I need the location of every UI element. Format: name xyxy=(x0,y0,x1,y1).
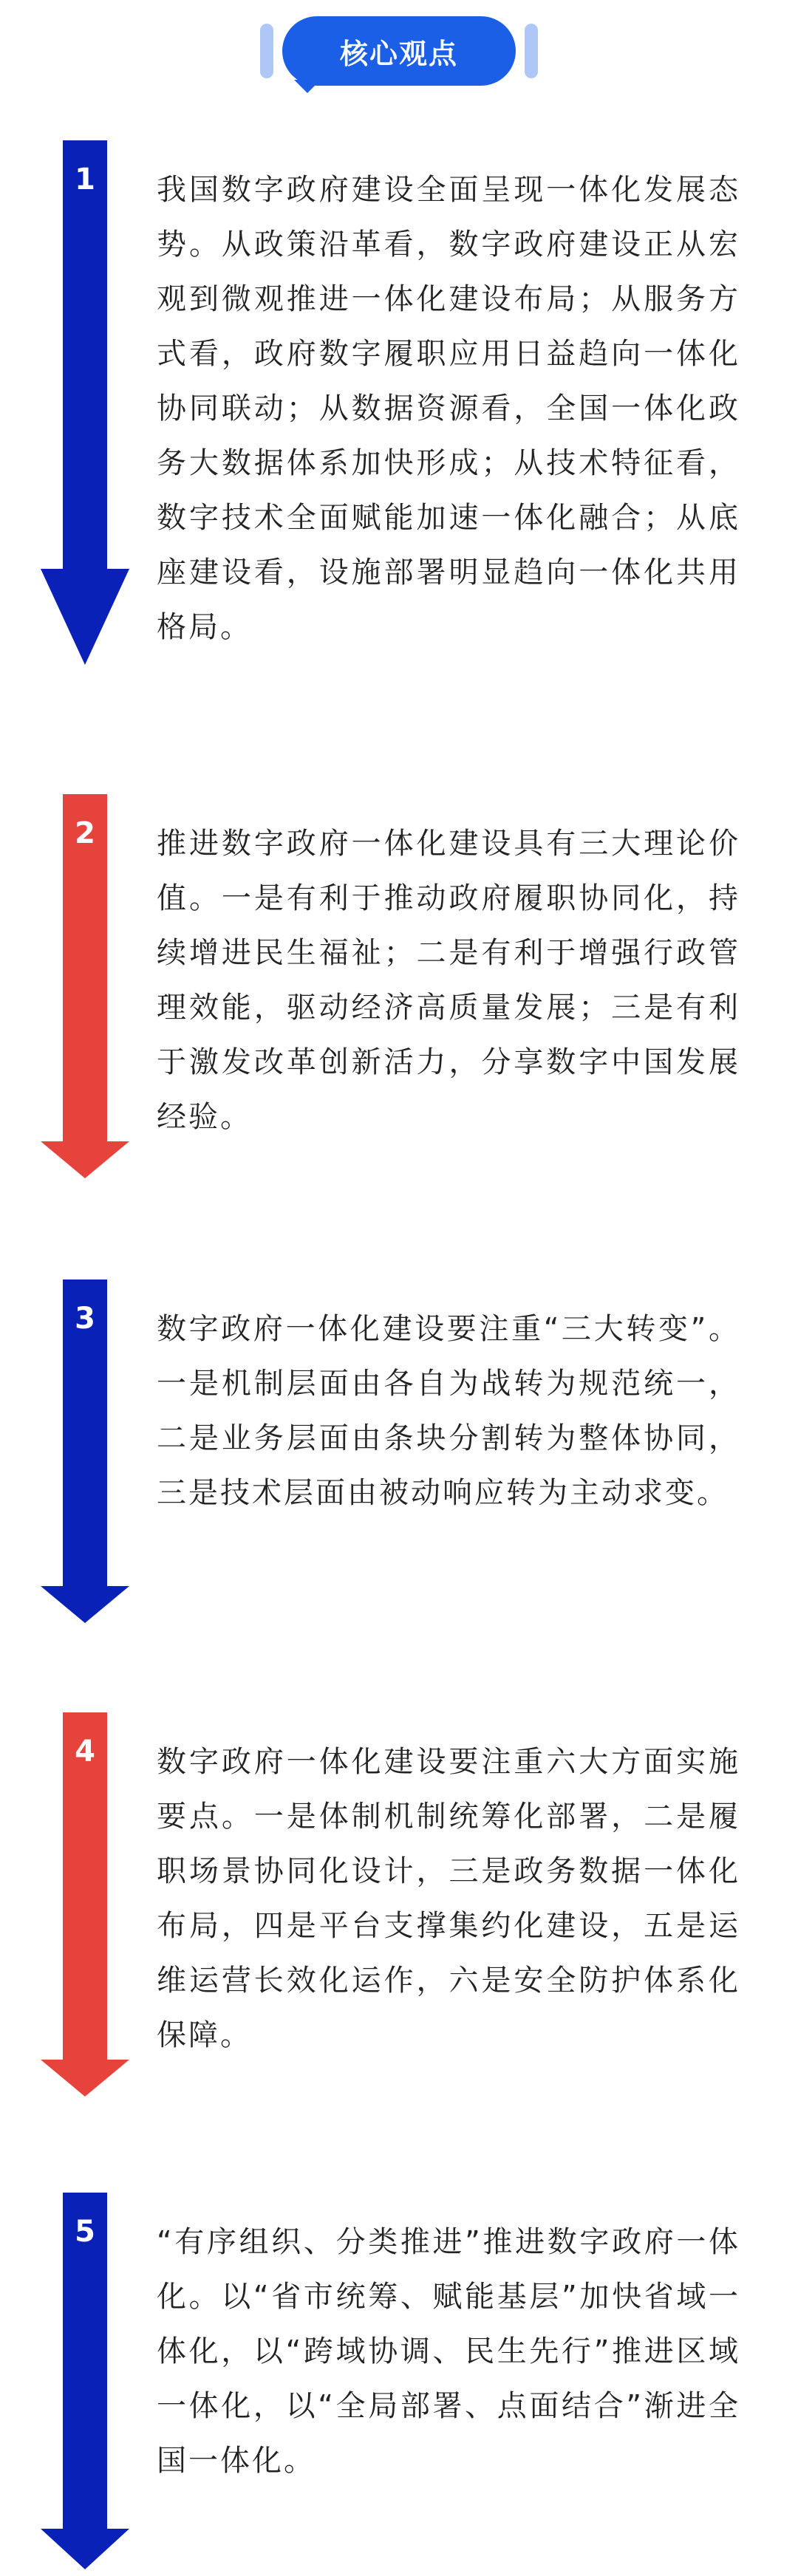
point-number: 5 xyxy=(75,2215,95,2249)
point-number: 3 xyxy=(75,1302,95,1336)
badge-pointer-icon xyxy=(294,80,321,93)
header-badge-area xyxy=(0,0,798,100)
point-text: “有序组织、分类推进”推进数字政府一体化。以“省市统筹、赋能基层”加快省域一体化，以“跨域协调、民生先行”推进区域一体化，以“全局部署、点面结合”渐进全国一体化。 xyxy=(157,2225,740,2478)
point-number: 1 xyxy=(75,163,95,197)
point-4 xyxy=(0,1712,798,2111)
section-title: 核心观点 xyxy=(339,37,458,70)
point-2 xyxy=(0,794,798,1193)
point-3 xyxy=(0,1280,798,1627)
section-title-badge xyxy=(282,16,516,86)
down-arrow-icon xyxy=(41,140,129,665)
point-text: 数字政府一体化建设要注重六大方面实施要点。一是体制机制统筹化部署，二是履职场景协同化设计，三是政务数据一体化布局，四是平台支撑集约化建设，五是运维运营长效化运作，六是安全防护体系化保障。 xyxy=(157,1745,740,2052)
point-1 xyxy=(0,140,798,672)
point-text: 数字政府一体化建设要注重“三大转变”。一是机制层面由各自为战转为规范统一，二是业务层面由条块分割转为整体协同，三是技术层面由被动响应转为主动求变。 xyxy=(157,1312,740,1510)
down-arrow-icon xyxy=(41,794,129,1178)
point-text: 推进数字政府一体化建设具有三大理论价值。一是有利于推动政府履职协同化，持续增进民生福祉；二是有利于增强行政管理效能，驱动经济高质量发展；三是有利于激发改革创新活力，分享数字中国发展经验。 xyxy=(157,827,740,1134)
point-number: 2 xyxy=(75,816,95,850)
down-arrow-icon xyxy=(41,1712,129,2097)
point-number: 4 xyxy=(75,1735,95,1769)
point-text: 我国数字政府建设全面呈现一体化发展态势。从政策沿革看，数字政府建设正从宏观到微观推进一体化建设布局；从服务方式看，政府数字履职应用日益趋向一体化协同联动；从数据资源看，全国一体化政务大数据体系加快形成；从技术特征看，数字技术全面赋能加速一体化融合；从底座建设看，设施部署明显趋向一体化共用格局。 xyxy=(157,173,740,644)
down-arrow-icon xyxy=(41,2193,129,2569)
down-arrow-icon xyxy=(41,1280,129,1623)
point-5 xyxy=(0,2193,798,2569)
